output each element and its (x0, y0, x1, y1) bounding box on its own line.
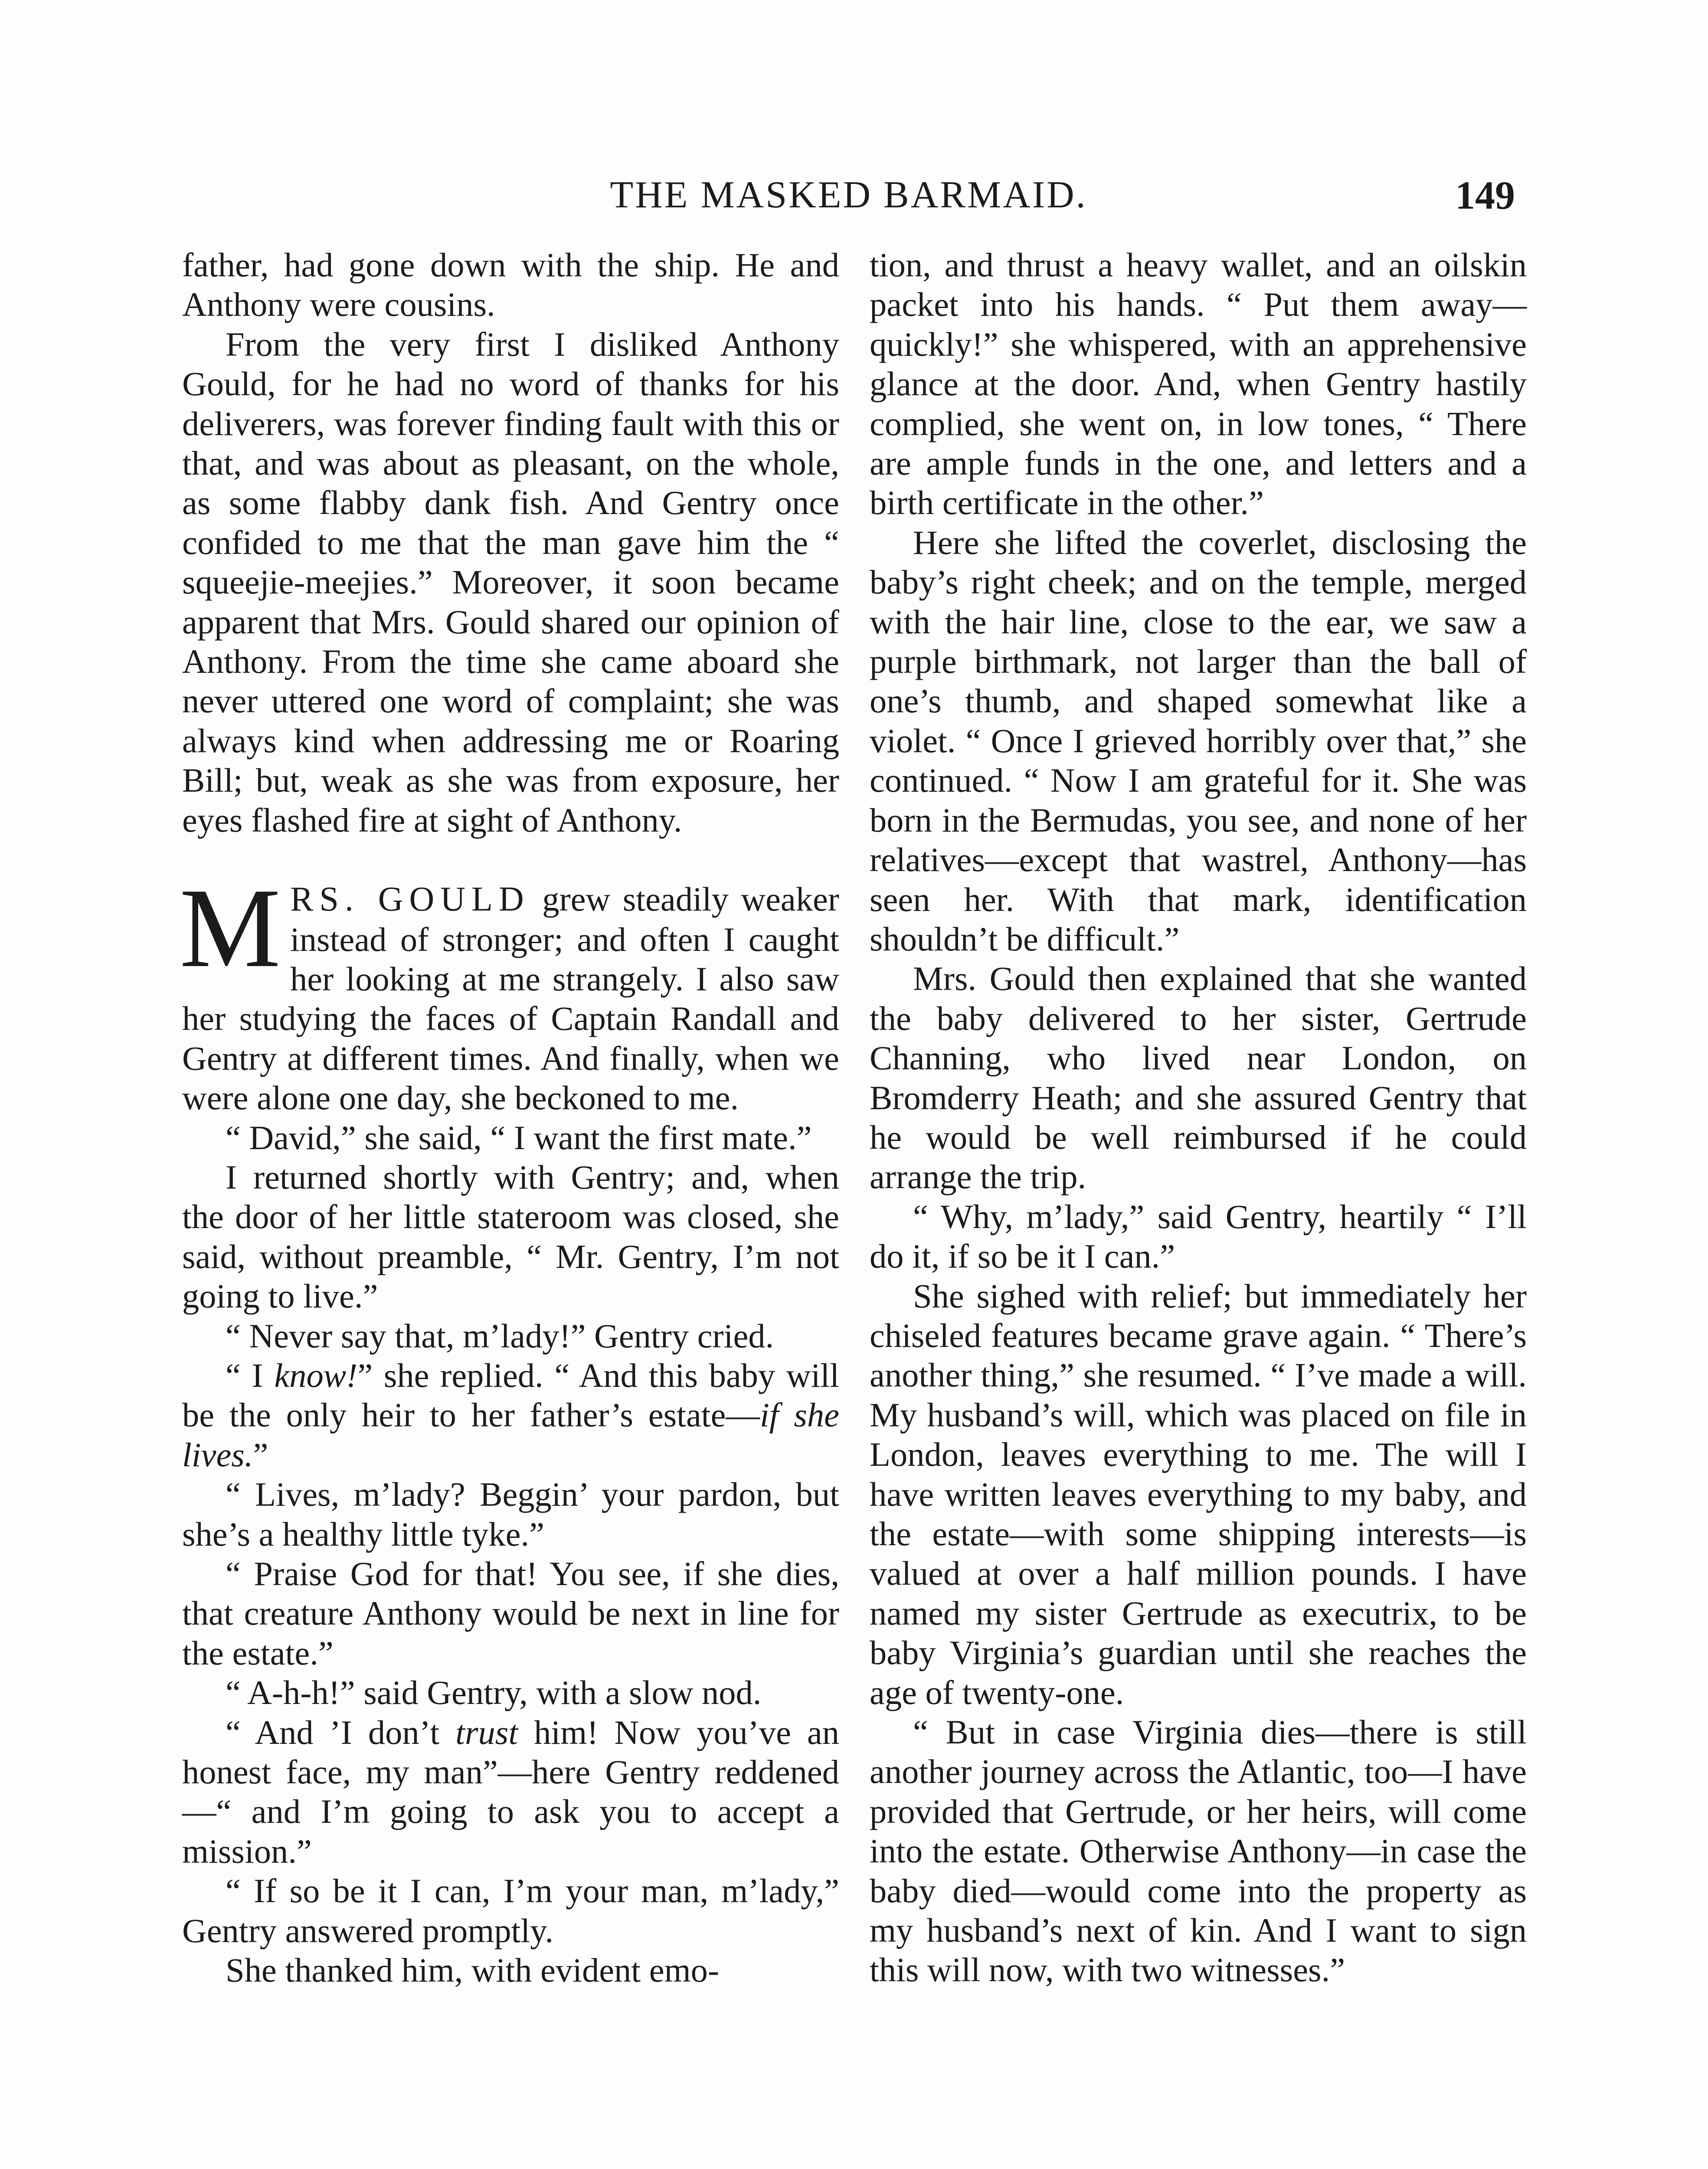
italic-text: trust (455, 1713, 518, 1751)
text-span: him! Now you’ve an honest face, my man”—here Gentry reddened—“ and I’m going to ask you to accept a mission.” (182, 1713, 839, 1870)
running-title: THE MASKED BARMAID. (610, 174, 1087, 216)
dropcap-paragraph (180, 865, 840, 1117)
paragraph: “ Lives, m’lady? Beggin’ your pardon, but she’s a healthy little tyke.” (182, 1475, 839, 1553)
paragraph: I returned shortly with Gentry; and, when the door of her little stateroom was closed, she said, without preamble, “ Mr. Gentry, I’m not going to live.” (182, 1158, 839, 1315)
text-span: ” she replied. “ And this baby will be the only heir to her father’s estate— (182, 1356, 840, 1434)
paragraph: “ A-h-h!” said Gentry, with a slow nod. (226, 1674, 762, 1712)
paragraph: From the very first I disliked Anthony Gould, for he had no word of thanks for his deliverers, was forever finding fault with this or that, and was about as pleasant, on the whole, as some flabby dank fish. And Gentry once confided to me that the man gave him the “ squeejie-meejies.” Moreover, it soon became apparent that Mrs. Gould shared our opinion of Anthony. From the time she came aboard she never uttered one word of complaint; she was always kind when addressing me or Roaring Bill; but, weak as she was from exposure, her eyes flashed fire at sight of Anthony. (182, 325, 839, 839)
paragraph: tion, and thrust a heavy wallet, and an oilskin packet into his hands. “ Put them away—quickly!” she whispered, with an apprehensive glance at the door. And, when Gentry hastily complied, she went on, in low tones, “ There are ample funds in the one, and letters and a birth certificate in the other.” (870, 246, 1527, 522)
text-span: “ I (226, 1356, 275, 1394)
running-head (182, 171, 1515, 219)
left-column (182, 245, 839, 1990)
page-number: 149 (1455, 173, 1515, 217)
paragraph: “ Praise God for that! You see, if she dies, that creature Anthony would be next in line for the estate.” (182, 1555, 839, 1672)
paragraph: She sighed with relief; but immediately her chiseled features became grave again. “ There’s another thing,” she resumed. “ I’ve made a will. My husband’s will, which was placed on file in London, leaves everything to me. The will I have written leaves everything to my baby, and the estate—with some shipping interests—is valued at over a half million pounds. I have named my sister Gertrude as executrix, to be baby Virginia’s guardian until she reaches the age of twenty-one. (870, 1277, 1527, 1711)
text-span: ” (253, 1435, 268, 1474)
paragraph: “ If so be it I can, I’m your man, m’lady,” Gentry answered promptly. (182, 1872, 839, 1949)
italic-text: if she lives. (182, 1396, 839, 1474)
paragraph (182, 1713, 839, 1871)
italic-text: know! (274, 1356, 358, 1394)
paragraph: “ Never say that, m’lady!” Gentry cried. (226, 1317, 774, 1355)
paragraph: “ David,” she said, “ I want the first mate.” (226, 1118, 812, 1157)
paragraph-text: grew steadily weaker instead of stronger; and often I caught her looking at me strangely. I also saw her studying the faces of Captain Randall and Gentry at different times. And finally, when we were alone one day, she beckoned to me. (182, 880, 840, 1117)
paragraph: “ But in case Virginia dies—there is still another journey across the Atlantic, too—I have provided that Gertrude, or her heirs, will come into the estate. Otherwise Anthony—in case the baby died—would come into the property as my husband’s next of kin. And I want to sign this will now, with two witnesses.” (870, 1713, 1527, 1989)
drop-cap-initial: M (180, 865, 281, 991)
text-span: “ And ’I don’t (226, 1713, 456, 1751)
paragraph: “ Why, m’lady,” said Gentry, heartily “ I’ll do it, if so be it I can.” (870, 1197, 1527, 1275)
small-caps-text: RS. GOULD (290, 880, 530, 919)
paragraph: She thanked him, with evident emo- (226, 1951, 720, 1989)
paragraph (182, 1356, 839, 1474)
paragraph: Mrs. Gould then explained that she wanted the baby delivered to her sister, Gertrude Channing, who lived near London, on Bromderry Heath; and she assured Gentry that he would be well reimbursed if he could arrange the trip. (870, 960, 1527, 1196)
paragraph: Here she lifted the coverlet, disclosing the baby’s right cheek; and on the temple, merged with the hair line, close to the ear, we saw a purple birthmark, not larger than the ball of one’s thumb, and shaped somewhat like a violet. “ Once I grieved horribly over that,” she continued. “ Now I am grateful for it. She was born in the Bermudas, you see, and none of her relatives—except that wastrel, Anthony—has seen her. With that mark, identification shouldn’t be difficult.” (870, 523, 1527, 958)
right-column (870, 245, 1527, 1990)
paragraph: father, had gone down with the ship. He and Anthony were cousins. (182, 246, 839, 324)
